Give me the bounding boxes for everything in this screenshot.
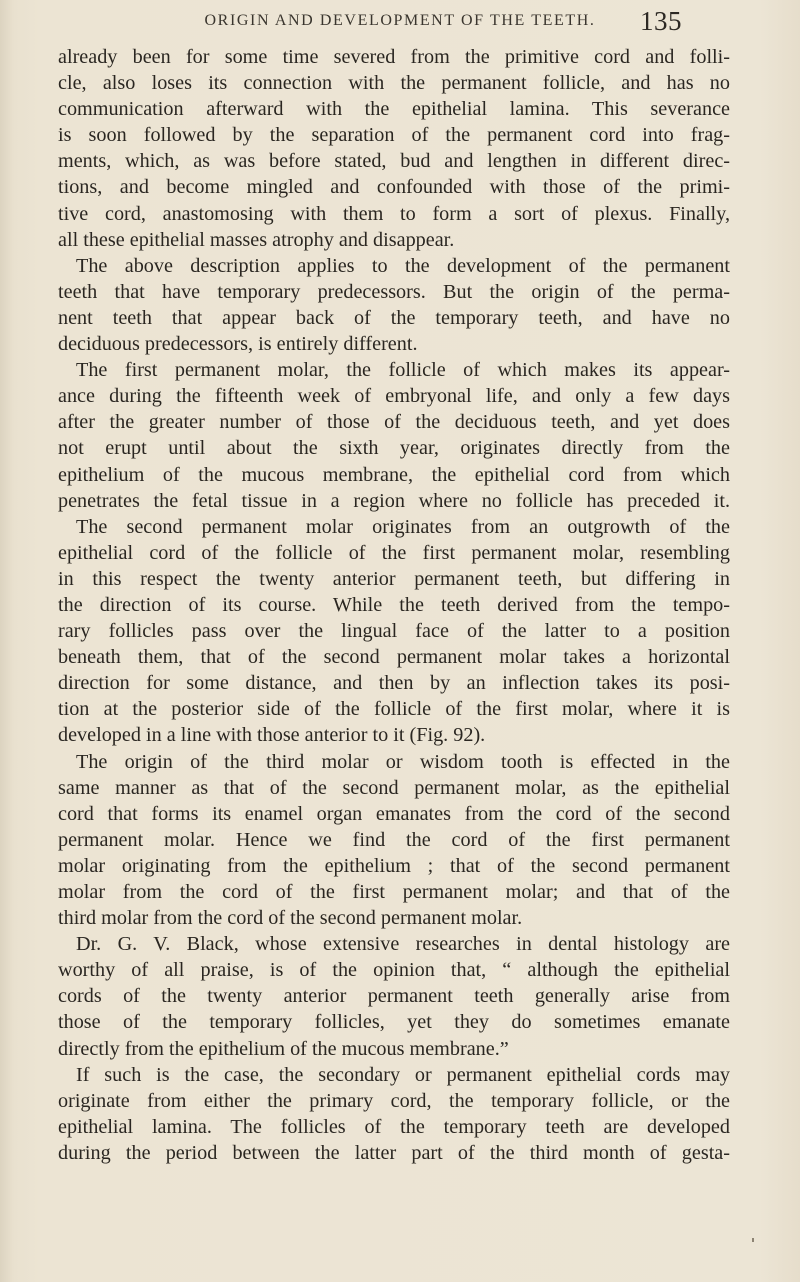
body-text	[58, 44, 730, 1166]
text-line: The first permanent molar, the follicle of which makes its appear-	[76, 359, 730, 382]
text-line: permanent molar. Hence we find the cord of the first permanent	[58, 828, 730, 851]
text-line: worthy of all praise, is of the opinion that, “ although the epithelial	[58, 959, 730, 982]
text-line: epithelium of the mucous membrane, the epithelial cord from which	[58, 463, 730, 486]
text-line: originate from either the primary cord, the temporary follicle, or the	[58, 1089, 730, 1112]
text-line: The origin of the third molar or wisdom tooth is effected in the	[76, 750, 730, 773]
text-line: nent teeth that appear back of the temporary teeth, and have no	[58, 306, 730, 329]
text-line: cords of the twenty anterior permanent teeth generally arise from	[58, 985, 730, 1008]
text-line: during the period between the latter part of the third month of gesta-	[58, 1141, 730, 1164]
text-line: same manner as that of the second permanent molar, as the epithelial	[58, 776, 730, 799]
text-line: in this respect the twenty anterior permanent teeth, but differing in	[58, 567, 730, 590]
page-header	[0, 6, 800, 40]
text-line: Dr. G. V. Black, whose extensive researches in dental histology are	[76, 933, 730, 956]
text-line: those of the temporary follicles, yet they do sometimes emanate	[58, 1011, 730, 1034]
paper-speck	[752, 1238, 754, 1242]
text-line: penetrates the fetal tissue in a region where no follicle has preceded it.	[58, 489, 730, 512]
text-line: beneath them, that of the second permanent molar takes a horizontal	[58, 646, 730, 669]
running-title: ORIGIN AND DEVELOPMENT OF THE TEETH.	[204, 12, 596, 29]
text-line: teeth that have temporary predecessors. But the origin of the perma-	[58, 280, 730, 303]
text-line: tive cord, anastomosing with them to form a sort of plexus. Finally,	[58, 202, 730, 225]
text-line: If such is the case, the secondary or permanent epithelial cords may	[76, 1063, 730, 1086]
text-line: cord that forms its enamel organ emanates from the cord of the second	[58, 802, 730, 825]
text-line: tion at the posterior side of the follicle of the first molar, where it is	[58, 698, 730, 721]
text-line: after the greater number of those of the deciduous teeth, and yet does	[58, 411, 730, 434]
text-line: molar originating from the epithelium ; that of the second permanent	[58, 854, 730, 877]
text-line: the direction of its course. While the teeth derived from the tempo-	[58, 593, 730, 616]
text-line: is soon followed by the separation of the permanent cord into frag-	[58, 124, 730, 147]
text-line: epithelial cord of the follicle of the first permanent molar, resembling	[58, 541, 730, 564]
page-number: 135	[640, 6, 682, 36]
text-line: already been for some time severed from the primitive cord and folli-	[58, 46, 730, 68]
text-line: cle, also loses its connection with the permanent follicle, and has no	[58, 72, 730, 95]
text-line: deciduous predecessors, is entirely different.	[58, 333, 418, 356]
text-line: direction for some distance, and then by an inflection takes its posi-	[58, 672, 730, 695]
text-line: developed in a line with those anterior to it (Fig. 92).	[58, 724, 486, 747]
text-line: tions, and become mingled and confounded with those of the primi-	[58, 176, 730, 199]
text-line: ance during the fifteenth week of embryonal life, and only a few days	[58, 385, 730, 408]
text-line: all these epithelial masses atrophy and disappear.	[58, 228, 455, 251]
text-line: ments, which, as was before stated, bud and lengthen in different direc-	[58, 150, 730, 173]
text-line: molar from the cord of the first permanent molar; and that of the	[58, 881, 730, 903]
text-line: epithelial lamina. The follicles of the temporary teeth are developed	[58, 1115, 730, 1138]
text-line: third molar from the cord of the second permanent molar.	[58, 907, 523, 930]
text-line: The second permanent molar originates from an outgrowth of the	[76, 515, 730, 538]
text-line: rary follicles pass over the lingual face of the latter to a position	[58, 620, 730, 643]
text-line: communication afterward with the epithelial lamina. This severance	[58, 98, 730, 121]
text-line: directly from the epithelium of the mucous membrane.”	[58, 1037, 509, 1060]
text-line: The above description applies to the development of the permanent	[76, 254, 730, 277]
text-line: not erupt until about the sixth year, originates directly from the	[58, 437, 730, 460]
